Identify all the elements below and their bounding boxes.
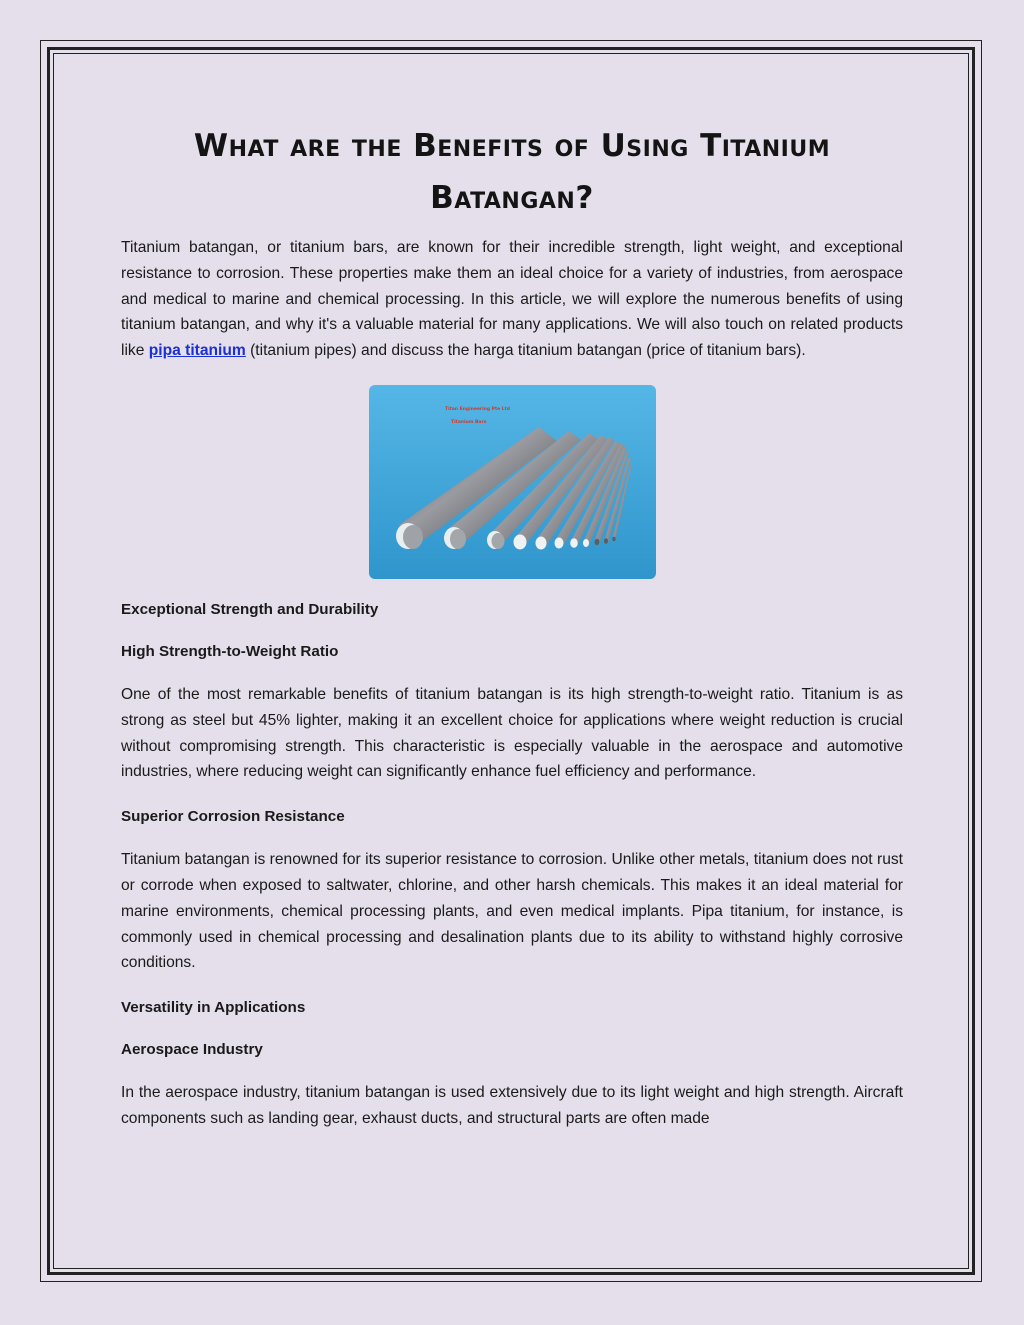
figure [121,385,903,579]
intro-text-after-link: (titanium pipes) and discuss the harga titanium batangan (price of titanium bars). [245,342,806,360]
section-heading: Aerospace Industry [121,1041,263,1059]
section-heading: Superior Corrosion Resistance [121,808,345,826]
section-heading: Exceptional Strength and Durability [121,600,379,618]
article-title: What are the Benefits of Using Titanium Batangan? [193,128,831,216]
pipa-titanium-link[interactable]: pipa titanium [148,342,246,360]
titanium-bars-image [369,385,656,579]
intro-text-before-link: Titanium batangan, or titanium bars, are known for their incredible strength, light weight, and exceptional resistance to corrosion. These properties make them an ideal choice for a variety of industries, from aerospace and medical to marine and chemical processing. In this article, we will explore the numerous benefits of using titanium batangan, and why it's a valuable material for many applications. We will also touch on related products like [121,239,903,360]
article [121,120,903,1132]
intro-paragraph [121,235,903,364]
section-paragraph: Titanium batangan is renowned for its superior resistance to corrosion. Unlike other metals, titanium does not rust or corrode when exposed to saltwater, chlorine, and other harsh chemicals. This makes it an ideal material for marine environments, chemical processing plants, and even medical implants. Pipa titanium, for instance, is commonly used in chemical processing and desalination plants due to its ability to withstand highly corrosive conditions. [121,851,903,972]
image-caption-product: Titanium Bars [450,419,486,425]
image-caption-company: Titan Engineering Pte Ltd [444,406,510,412]
section-paragraph: One of the most remarkable benefits of titanium batangan is its high strength-to-weight ratio. Titanium is as strong as steel but 45% lighter, making it an excellent choice for applications where weight reduction is crucial without compromising strength. This characteristic is especially valuable in the aerospace and automotive industries, where reducing weight can significantly enhance fuel efficiency and performance. [121,685,903,781]
section-heading: Versatility in Applications [121,999,306,1017]
section-paragraph: In the aerospace industry, titanium batangan is used extensively due to its light weight and high strength. Aircraft components such as landing gear, exhaust ducts, and structural parts are often made [121,1084,903,1127]
section-heading: High Strength-to-Weight Ratio [121,642,339,660]
